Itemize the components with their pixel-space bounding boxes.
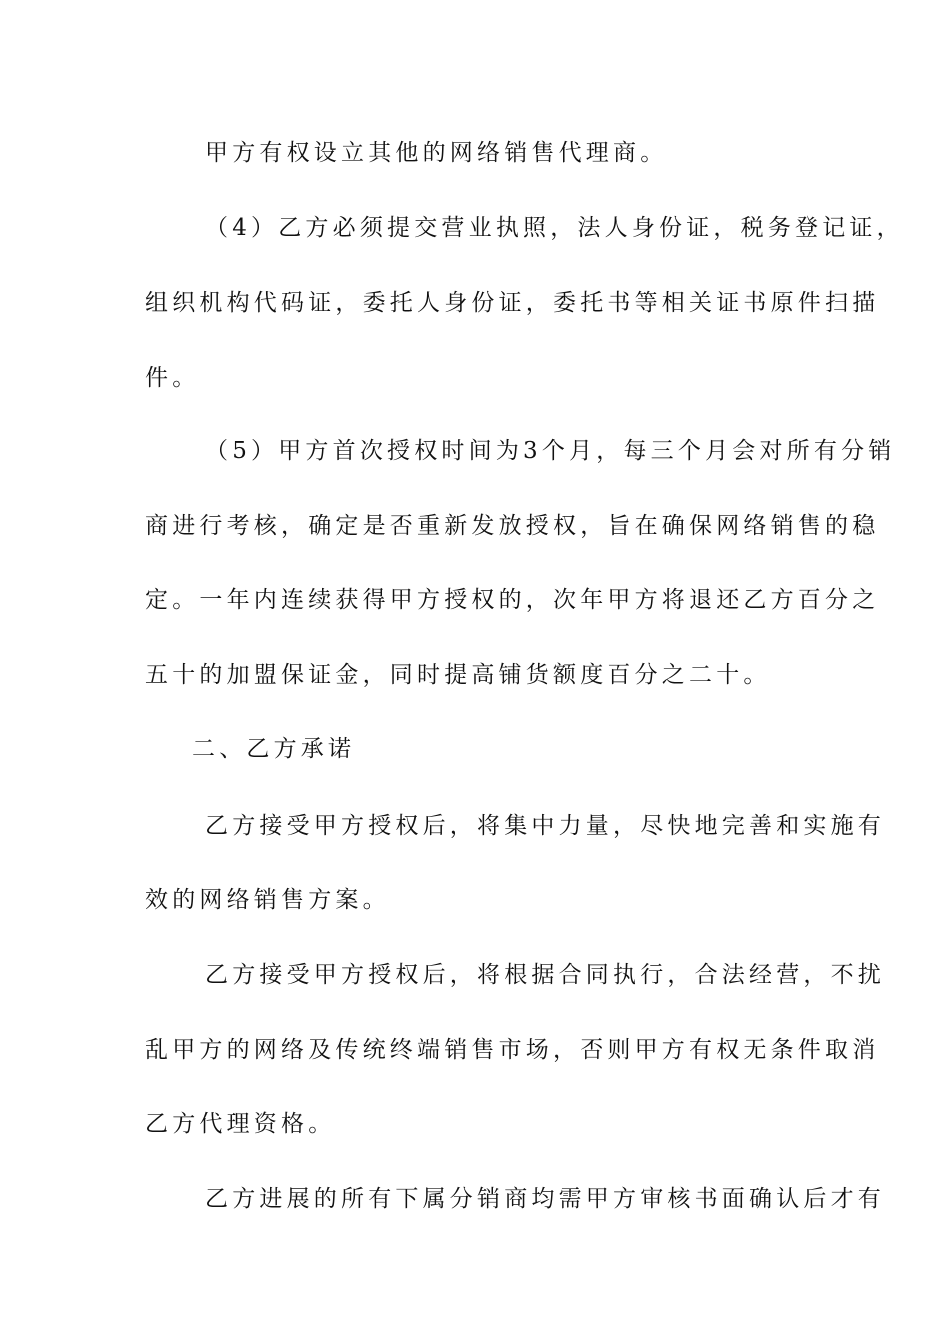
paragraph-line: 乱甲方的网络及传统终端销售市场，否则甲方有权无条件取消 [145, 1037, 880, 1063]
paragraph-line: 组织机构代码证，委托人身份证，委托书等相关证书原件扫描 [145, 290, 880, 316]
paragraph-line: 效的网络销售方案。 [145, 887, 390, 913]
section-heading: 二、乙方承诺 [192, 736, 356, 762]
paragraph-line: 五十的加盟保证金，同时提高铺货额度百分之二十。 [145, 662, 771, 688]
paragraph-line: （5）甲方首次授权时间为3个月，每三个月会对所有分销 [205, 438, 896, 464]
paragraph-line: （4）乙方必须提交营业执照，法人身份证，税务登记证， [205, 215, 904, 241]
paragraph-line: 乙方接受甲方授权后，将集中力量，尽快地完善和实施有 [205, 813, 885, 839]
paragraph-line: 甲方有权设立其他的网络销售代理商。 [205, 140, 668, 166]
paragraph-line: 件。 [145, 365, 200, 391]
paragraph-line: 商进行考核，确定是否重新发放授权，旨在确保网络销售的稳 [145, 513, 880, 539]
paragraph-line: 乙方进展的所有下属分销商均需甲方审核书面确认后才有 [205, 1186, 885, 1212]
paragraph-line: 乙方接受甲方授权后，将根据合同执行，合法经营，不扰 [205, 962, 885, 988]
paragraph-line: 定。一年内连续获得甲方授权的，次年甲方将退还乙方百分之 [145, 587, 880, 613]
paragraph-line: 乙方代理资格。 [145, 1111, 336, 1137]
